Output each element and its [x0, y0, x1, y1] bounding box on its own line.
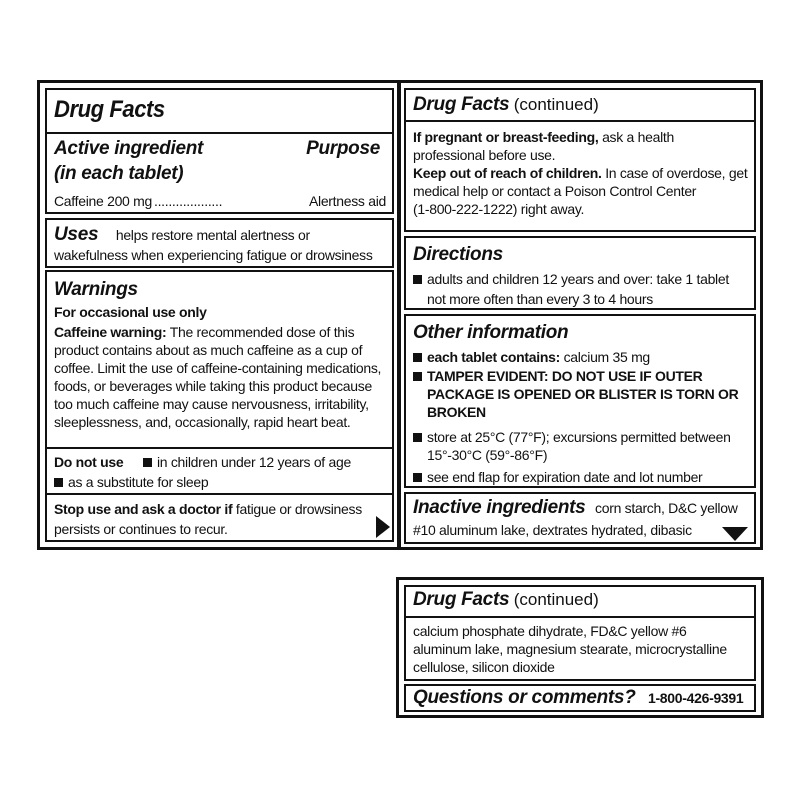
do-not-use-line2	[54, 473, 208, 491]
pregnant-text: ask a health	[602, 129, 674, 145]
right-title-rule	[406, 120, 754, 122]
cw-line3: coffee. Limit the use of caffeine-containing medications,	[54, 360, 382, 376]
inactive-text1: corn starch, D&C yellow	[595, 500, 738, 516]
cw-line5: too much caffeine may cause nervousness, irritability,	[54, 396, 369, 412]
pregnant-label: If pregnant or breast-feeding,	[413, 129, 599, 145]
ingredient-purpose: Alertness aid	[308, 193, 386, 209]
uses-line1	[54, 224, 310, 246]
bottom-line3: cellulose, silicon dioxide	[413, 659, 555, 675]
oi-item3	[413, 428, 731, 464]
occasional-use: For occasional use only	[54, 304, 207, 320]
right-header-box	[404, 88, 756, 232]
uses-heading: Uses	[54, 224, 99, 245]
inactive-line2: #10 aluminum lake, dextrates hydrated, dibasic	[413, 522, 692, 538]
oi-item4-text: see end flap for expiration date and lot number	[427, 469, 703, 485]
oi-item2-line1	[413, 367, 738, 385]
questions-label: Questions or comments?	[413, 687, 636, 708]
inactive-section	[404, 492, 756, 544]
keep-out-line2: medical help or contact a Poison Control Center	[413, 183, 697, 199]
questions-phone: 1-800-426-9391	[647, 690, 744, 706]
stop-use-label: Stop use and ask a doctor if	[54, 501, 233, 517]
dnu-item1: in children under 12 years of age	[156, 454, 351, 470]
oi-item3-line2: 15°-30°C (59°-86°F)	[427, 447, 548, 463]
purpose-heading: Purpose	[306, 138, 380, 159]
uses-text1: helps restore mental alertness or	[115, 227, 310, 243]
inactive-line1	[413, 497, 738, 519]
drug-facts-title: Drug Facts	[54, 96, 165, 123]
cw-line6: sleeplessness, and, occasionally, rapid heart beat.	[54, 414, 351, 430]
oi-item1-text: calcium 35 mg	[563, 349, 650, 365]
do-not-use-line1	[54, 453, 351, 471]
oi-item4	[413, 468, 702, 486]
bottom-line1: calcium phosphate dihydrate, FD&C yellow #6	[413, 623, 687, 639]
keep-out-line1	[413, 164, 753, 182]
warnings-heading: Warnings	[54, 279, 138, 300]
oi-item3-text1: store at 25°C (77°F); excursions permitted between	[427, 429, 731, 445]
pregnant-line2: professional before use.	[413, 147, 556, 163]
oi-item2	[413, 367, 738, 421]
uses-line2: wakefulness when experiencing fatigue or drowsiness	[54, 247, 373, 263]
directions-heading: Directions	[413, 244, 503, 265]
keep-out-label: Keep out of reach of children.	[413, 165, 602, 181]
bottom-line2: aluminum lake, magnesium stearate, microcrystalline	[413, 641, 727, 657]
bullet-icon	[413, 372, 422, 381]
dir-text1: adults and children 12 years and over: take 1 tablet	[427, 271, 729, 287]
cw-line4: foods, or beverages while taking this product because	[54, 378, 372, 394]
dnu-item2: as a substitute for sleep	[68, 474, 209, 490]
keep-out-line3: (1-800-222-1222) right away.	[413, 201, 585, 217]
stop-use-line2: persists or continues to recur.	[54, 521, 228, 537]
oi-item2-line3: BROKEN	[427, 404, 486, 420]
ingredient-line	[54, 192, 386, 210]
warnings-rule2	[47, 493, 392, 495]
inactive-heading: Inactive ingredients	[413, 497, 586, 518]
oi-item2-text1: TAMPER EVIDENT: DO NOT USE IF OUTER	[427, 368, 703, 384]
cw-text1: The recommended dose of this	[169, 324, 355, 340]
cw-line2: product contains about as much caffeine as a cup of	[54, 342, 363, 358]
oi-item2-line2: PACKAGE IS OPENED OR BLISTER IS TORN OR	[427, 386, 739, 402]
oi-item1-label: each tablet contains:	[427, 349, 560, 365]
bullet-icon	[413, 433, 422, 442]
in-each-tablet: (in each tablet)	[54, 163, 184, 184]
bottom-title-rule	[406, 616, 754, 618]
oi-item3-line1	[413, 428, 731, 446]
right-title: Drug Facts	[413, 94, 510, 115]
right-title-line	[413, 94, 599, 116]
stop-use-line1	[54, 500, 362, 518]
bottom-title-line	[413, 589, 599, 611]
caffeine-warning-line1	[54, 323, 394, 341]
directions-line1	[413, 270, 729, 288]
bullet-icon	[413, 473, 422, 482]
right-continued: (continued)	[513, 95, 599, 114]
other-info-section	[404, 314, 756, 488]
ingredient-name: Caffeine 200 mg	[54, 193, 152, 209]
bullet-icon	[54, 478, 63, 487]
keep-out-text: In case of overdose, get	[605, 165, 748, 181]
bottom-inner-box	[404, 585, 756, 681]
questions-box	[404, 684, 756, 712]
bottom-title: Drug Facts	[413, 589, 510, 610]
bottom-continued: (continued)	[513, 590, 599, 609]
questions-line	[413, 687, 743, 709]
pregnant-line1	[413, 128, 753, 146]
uses-section	[45, 218, 394, 268]
bullet-icon	[413, 275, 422, 284]
triangle-right-icon	[376, 516, 390, 538]
pregnant-block	[413, 128, 753, 218]
other-info-heading: Other information	[413, 322, 569, 343]
bullet-icon	[413, 353, 422, 362]
stop-use-text1: fatigue or drowsiness	[235, 501, 362, 517]
active-ingredient-heading: Active ingredient	[54, 138, 204, 159]
oi-item1	[413, 348, 650, 366]
bottom-text	[413, 622, 727, 676]
do-not-use-label: Do not use	[54, 454, 124, 470]
directions-line2: not more often than every 3 to 4 hours	[427, 291, 653, 307]
drug-facts-header-box	[45, 88, 394, 214]
bullet-icon	[143, 458, 152, 467]
caffeine-warning-label: Caffeine warning:	[54, 324, 167, 340]
directions-section	[404, 236, 756, 310]
caffeine-warning	[54, 323, 394, 431]
warnings-section	[45, 270, 394, 542]
triangle-down-icon	[722, 527, 748, 541]
leader-dots: ...................	[153, 193, 223, 209]
warnings-rule1	[47, 447, 392, 449]
title-rule	[47, 132, 392, 134]
